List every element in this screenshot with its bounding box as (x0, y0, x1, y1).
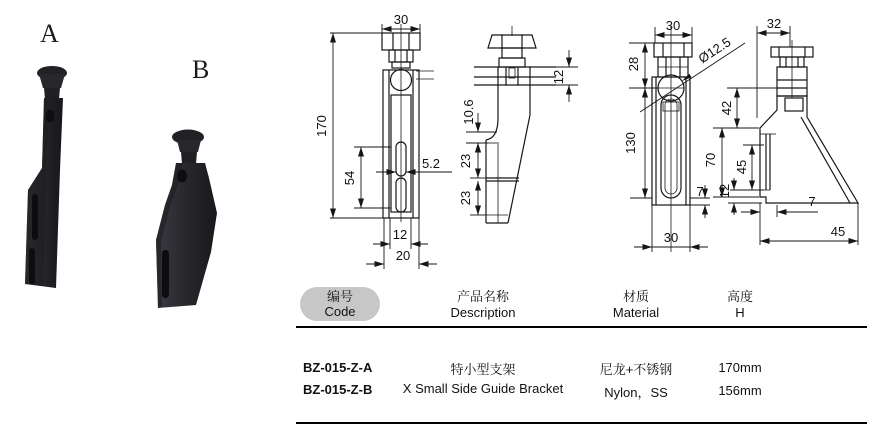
dim-label-sb-inner: 45 (734, 159, 749, 175)
dim-label-fa-slot-length: 54 (342, 170, 357, 186)
dim-label-fa-width-top: 30 (393, 12, 409, 27)
dim-label-fb-width-bottom: 30 (663, 230, 679, 245)
bracket-photo-b (156, 130, 217, 309)
code-header-en: Code (324, 304, 356, 319)
table-bottom-rule (296, 422, 867, 424)
description-header-en: Description (450, 305, 516, 320)
dim-label-sb-width-top: 32 (766, 16, 782, 31)
material-header-zh: 材质 (622, 289, 649, 304)
technical-drawings (290, 0, 885, 285)
material-header (566, 289, 706, 321)
height-cell-b: 156mm (718, 383, 762, 398)
dim-label-sb-width-bottom: 45 (830, 224, 846, 239)
product-photos (0, 0, 290, 330)
dim-label-sa-wall: 10.6 (461, 99, 476, 125)
dim-label-fa-height: 170 (314, 115, 329, 137)
dim-label-fb-foot: 7 (696, 184, 704, 199)
description-cell-zh: 特小型支架 (450, 362, 516, 377)
photo-label-a: A (40, 19, 59, 48)
drawing-front-a (314, 12, 452, 269)
code-header-zh: 编号 (326, 289, 353, 304)
dim-label-fb-hole-dia: Ø12.5 (695, 34, 734, 67)
description-cell-en: X Small Side Guide Bracket (402, 381, 564, 396)
description-header-zh: 产品名称 (456, 289, 509, 304)
code-header-pill (300, 287, 380, 321)
height-header (690, 289, 790, 321)
drawing-side-a (458, 26, 578, 223)
dim-label-sa-rail-height: 12 (551, 69, 566, 85)
height-header-zh: 高度 (726, 289, 753, 304)
dim-label-fa-bottom-outer: 20 (395, 248, 411, 263)
code-cell-b: BZ-015-Z-B (303, 382, 373, 397)
drawing-front-b (623, 18, 745, 252)
dim-label-sb-upper: 42 (719, 100, 734, 116)
dim-label-fb-height: 130 (623, 132, 638, 154)
photo-label-b: B (192, 55, 210, 84)
material-cell-en: Nylon，SS (604, 385, 668, 400)
dim-label-fb-width-top: 30 (665, 18, 681, 33)
code-cell-a: BZ-015-Z-A (303, 360, 373, 375)
dim-label-sb-middle: 70 (703, 152, 718, 168)
material-cell-zh: 尼龙+不锈钢 (599, 362, 673, 377)
dim-label-fb-head-height: 28 (626, 56, 641, 72)
dim-label-fa-slot-width: 5.2 (421, 156, 441, 171)
dim-label-sb-step: 12 (717, 183, 732, 199)
dim-label-sa-seg-upper: 23 (458, 153, 473, 169)
table-top-rule (296, 326, 867, 328)
height-header-en: H (735, 305, 745, 320)
bracket-photo-a (25, 66, 67, 288)
height-cell-a: 170mm (718, 360, 762, 375)
dim-label-sb-foot: 7 (808, 194, 816, 209)
material-header-en: Material (612, 305, 660, 320)
description-header (383, 289, 583, 321)
dim-label-sa-seg-lower: 23 (458, 190, 473, 206)
dim-label-fa-bottom-inner: 12 (392, 227, 408, 242)
